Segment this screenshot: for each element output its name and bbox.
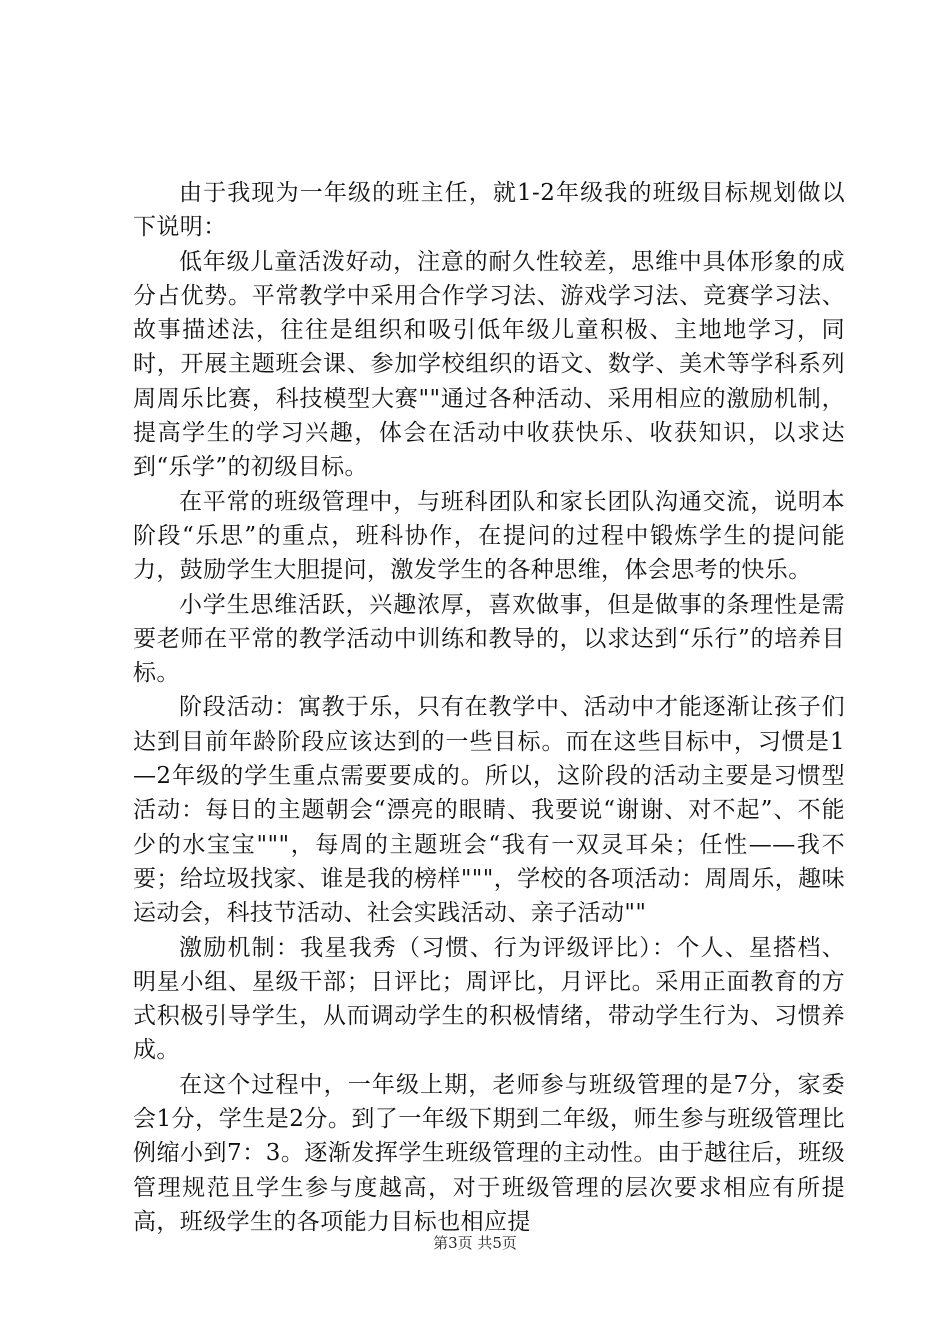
paragraph-le-xing: 小学生思维活跃，兴趣浓厚，喜欢做事，但是做事的条理性是需要老师在平常的教学活动中训练和教导的，以求达到“乐行”的培养目标。	[133, 591, 845, 687]
page-number: 第3页 共5页	[433, 1234, 517, 1252]
paragraph-stage-activities: 阶段活动：寓教于乐，只有在教学中、活动中才能逐渐让孩子们达到目前年龄阶段应该达到的一些目标。而在这些目标中，习惯是1—2年级的学生重点需要要成的。所以，这阶段的活动主要是习惯型活动：每日的主题朝会“漂亮的眼睛、我要说“谢谢、对不起”、不能少的水宝宝"""，每周的主题班会“我有一双灵耳朵；任性——我不要；给垃圾找家、谁是我的榜样"""，学校的各项活动：周周乐，趣味运动会，科技节活动、社会实践活动、亲子活动""	[133, 694, 845, 927]
body-text	[133, 176, 845, 1239]
paragraph-le-si: 在平常的班级管理中，与班科团队和家长团队沟通交流，说明本阶段“乐思”的重点，班科协作，在提问的过程中锻炼学生的提问能力，鼓励学生大胆提问，激发学生的各种思维，体会思考的快乐。	[133, 488, 845, 584]
page-footer	[0, 1233, 950, 1253]
paragraph-intro: 由于我现为一年级的班主任，就1-2年级我的班级目标规划做以下说明：	[133, 180, 845, 241]
paragraph-incentive-mechanism: 激励机制：我星我秀（习惯、行为评级评比）：个人、星搭档、明星小组、星级干部；日评比；周评比，月评比。采用正面教育的方式积极引导学生，从而调动学生的积极情绪，带动学生行为、习惯养成。	[133, 934, 845, 1064]
paragraph-le-xue: 低年级儿童活泼好动，注意的耐久性较差，思维中具体形象的成分占优势。平常教学中采用合作学习法、游戏学习法、竞赛学习法、故事描述法，往往是组织和吸引低年级儿童积极、主地地学习，同时，开展主题班会课、参加学校组织的语文、数学、美术等学科系列周周乐比赛，科技模型大赛""通过各种活动、采用相应的激励机制，提高学生的学习兴趣，体会在活动中收获快乐、收获知识，以求达到“乐学”的初级目标。	[133, 248, 845, 481]
paragraph-management-ratio: 在这个过程中，一年级上期，老师参与班级管理的是7分，家委会1分，学生是2分。到了一年级下期到二年级，师生参与班级管理比例缩小到7：3。逐渐发挥学生班级管理的主动性。由于越往后，班级管理规范且学生参与度越高，对于班级管理的层次要求相应有所提高，班级学生的各项能力目标也相应提	[133, 1071, 845, 1235]
